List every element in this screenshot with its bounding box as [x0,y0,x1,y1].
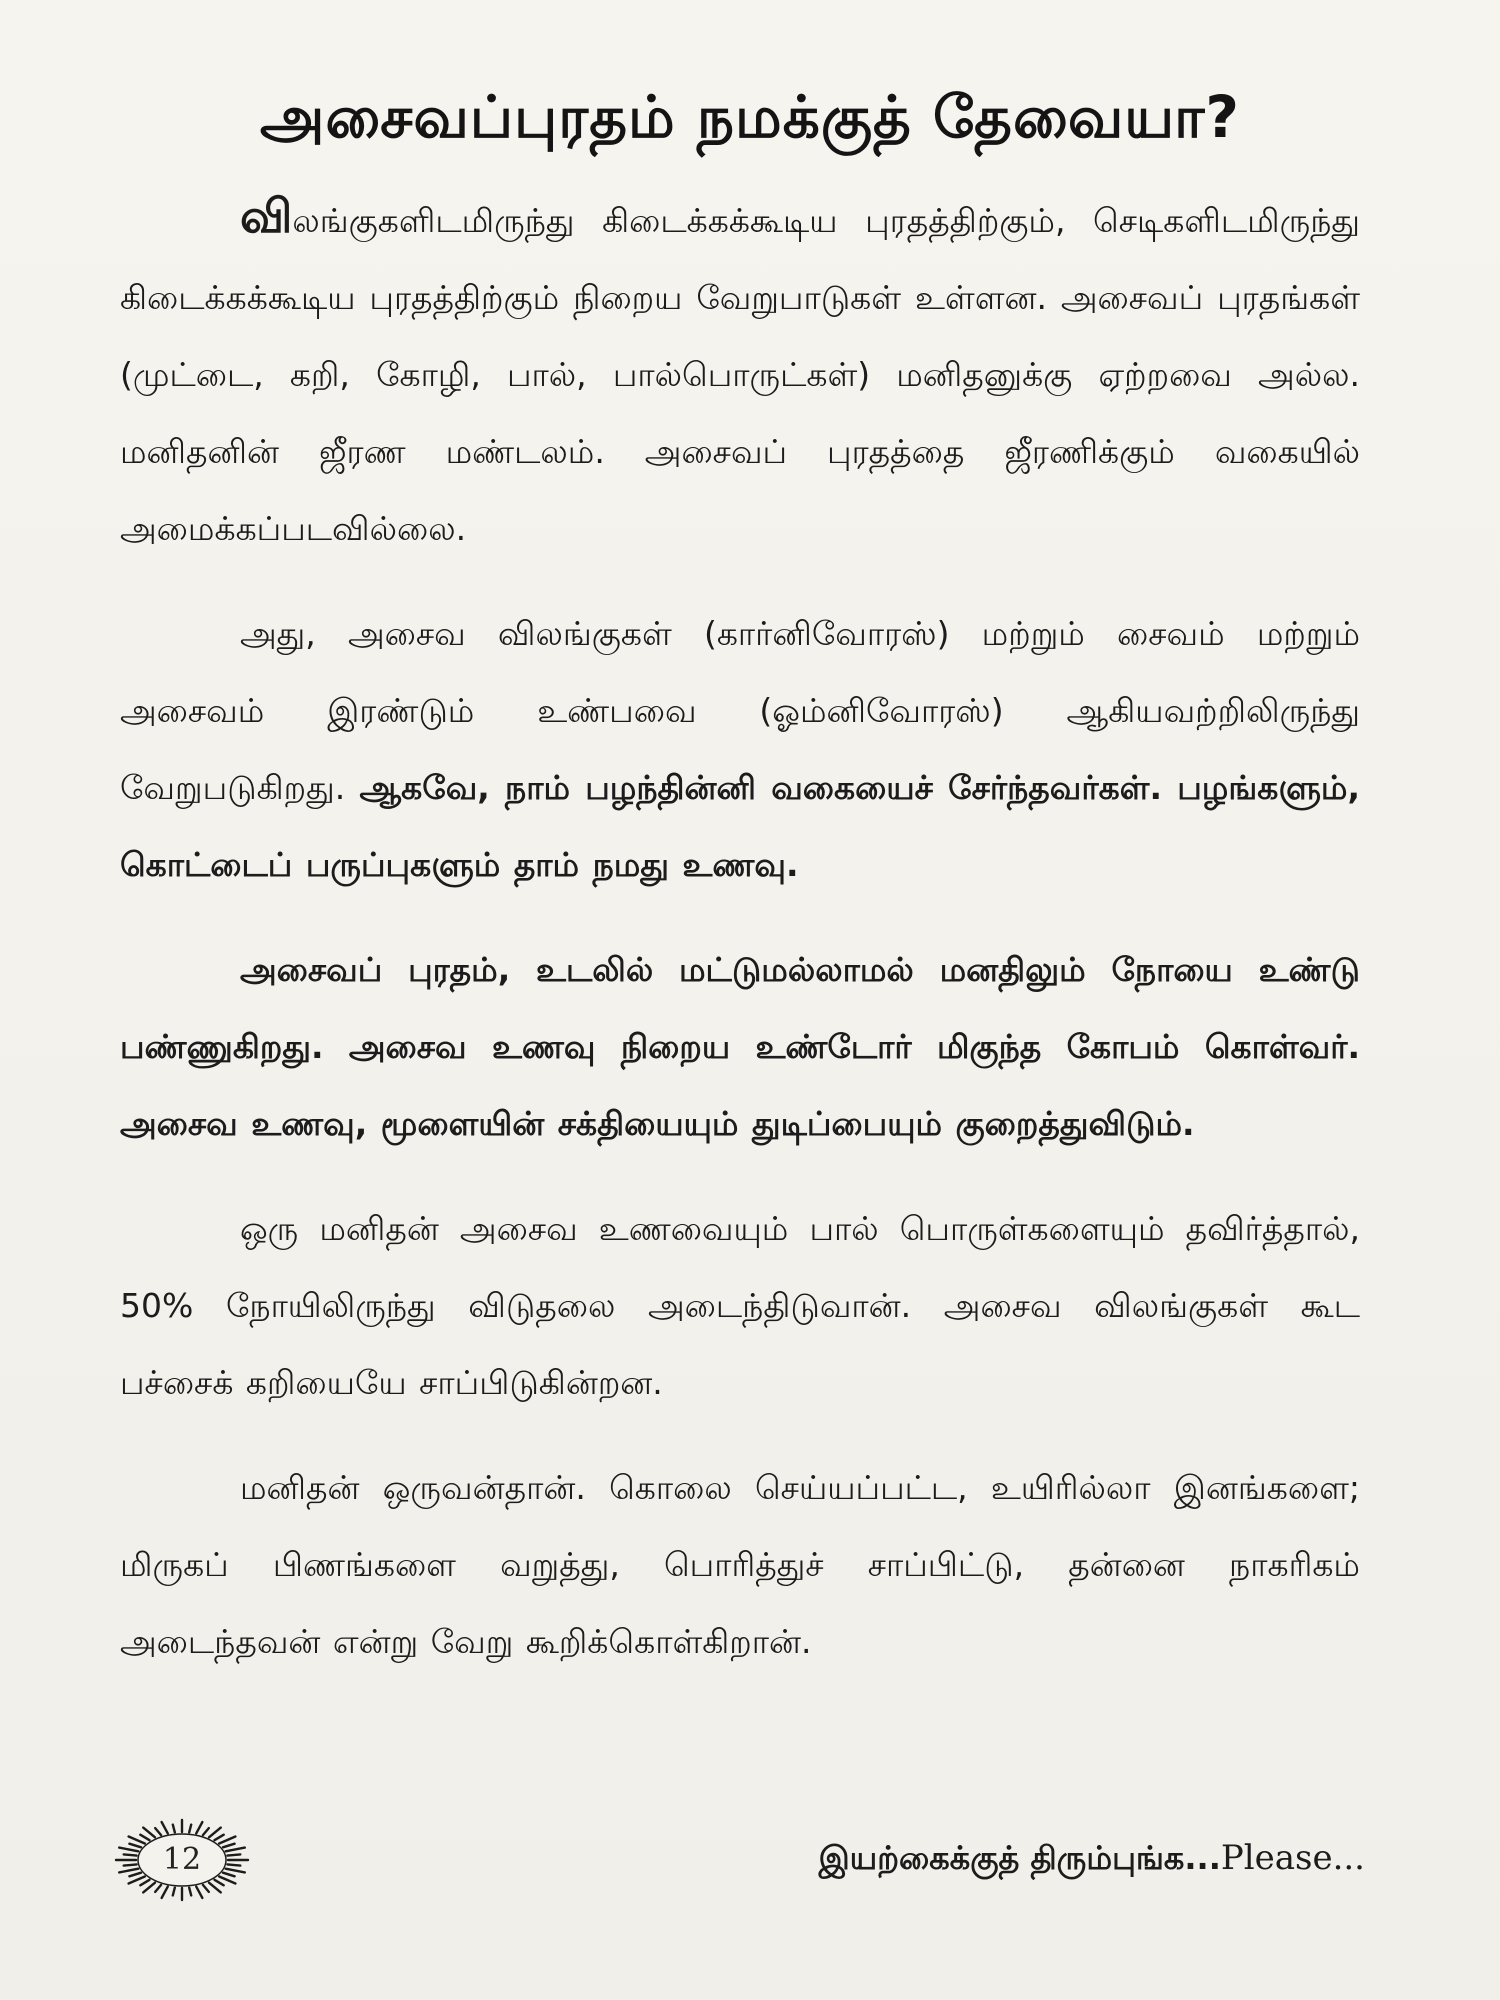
paragraph-5: மனிதன் ஒருவன்தான். கொலை செய்யப்பட்ட, உயிரில்லா இனங்களை; மிருகப் பிணங்களை வறுத்து, பொரித்துச் சாப்பிட்டு, தன்னை நாகரிகம் அடைந்தவன் என்று வேறு கூறிக்கொள்கிறான். [120,1468,1360,1661]
footer-tagline [819,1836,1365,1880]
page-title: அசைவப்புரதம் நமக்குத் தேவையா? [259,82,1241,151]
paragraph-4: ஒரு மனிதன் அசைவ உணவையும் பால் பொருள்களையும் தவிர்த்தால், 50% நோயிலிருந்து விடுதலை அடைந்திடுவான். அசைவ விலங்குகள் கூட பச்சைக் கறியையே சாப்பிடுகின்றன. [120,1209,1360,1402]
paragraph-2-bold-text: ஆகவே, நாம் பழந்தின்னி வகையைச் சேர்ந்தவர்கள். பழங்களும், கொட்டைப் பருப்புகளும் தாம் நமது உணவு. [120,768,1360,884]
footer-tagline-tamil: இயற்கைக்குத் திரும்புங்க... [818,1839,1221,1877]
paragraph-1-text: லங்குகளிடமிருந்து கிடைக்கக்கூடிய புரதத்திற்கும், செடிகளிடமிருந்து கிடைக்கக்கூடிய புரதத்திற்கும் நிறைய வேறுபாடுகள் உள்ளன. அசைவப் புரதங்கள் (முட்டை, கறி, கோழி, பால், பால்பொருட்கள்) மனிதனுக்கு ஏற்றவை அல்ல. மனிதனின் ஜீரண மண்டலம். அசைவப் புரதத்தை ஜீரணிக்கும் வகையில் அமைக்கப்படவில்லை. [120,201,1360,548]
page-footer [0,1800,1500,1920]
paragraph-2 [120,595,1360,903]
page-number: 12 [162,1842,202,1877]
paragraph-2-text: அது, அசைவ விலங்குகள் (கார்னிவோரஸ்) மற்றும் சைவம் மற்றும் அசைவம் இரண்டும் உண்பவை (ஓம்னிவோரஸ்) ஆகியவற்றிலிருந்து வேறுபடுகிறது. [120,614,1360,807]
page-number-badge [112,1815,252,1905]
article-body [120,178,1360,1708]
paragraph-1 [120,178,1360,567]
paragraph-3: அசைவப் புரதம், உடலில் மட்டுமல்லாமல் மனதிலும் நோயை உண்டு பண்ணுகிறது. அசைவ உணவு நிறைய உண்டோர் மிகுந்த கோபம் கொள்வர். அசைவ உணவு, மூளையின் சக்தியையும் துடிப்பையும் குறைத்துவிடும். [120,950,1360,1143]
drop-cap: வி [240,189,293,243]
footer-tagline-english: Please... [1220,1838,1365,1878]
